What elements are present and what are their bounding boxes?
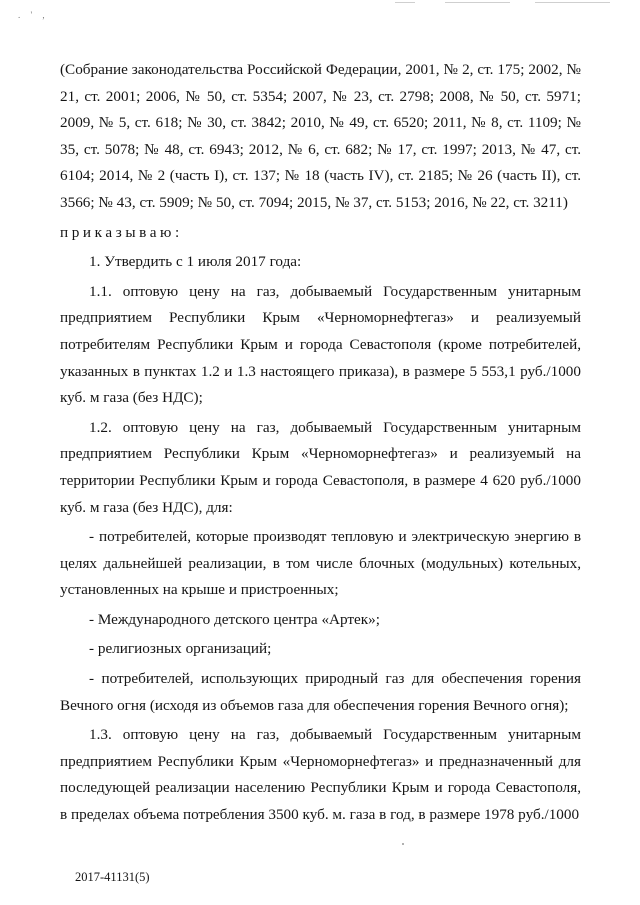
- scan-marks: . ' ,: [18, 10, 49, 20]
- item-1: 1. Утвердить с 1 июля 2017 года:: [89, 253, 302, 271]
- scan-edge-line: [535, 2, 610, 3]
- item-1-3: 1.3. оптовую цену на газ, добываемый Государственным унитарным предприятием Республики Крым «Черноморнефтегаз» и предназначенный для последующей реализации населению Республики Крым и города Севастополя, в пределах объема потребления 3500 куб. м. газа в год, в размере 1978 руб./1000: [60, 726, 581, 824]
- document-body: [60, 57, 581, 829]
- list-item-religious: - религиозных организаций;: [89, 640, 272, 658]
- legal-citation: (Собрание законодательства Российской Федерации, 2001, № 2, ст. 175; 2002, № 21, ст. 2001; 2006, № 50, ст. 5354; 2007, № 23, ст. 2798; 2008, № 50, ст. 5971; 2009, № 5, ст. 618; № 30, ст. 3842; 2010, № 49, ст. 6520; 2011, № 8, ст. 1109; № 35, ст. 5078; № 48, ст. 6943; 2012, № 6, ст. 682; № 17, ст. 1997; 2013, № 47, ст. 6104; 2014, № 2 (часть I), ст. 137; № 18 (часть IV), ст. 2185; № 26 (часть II), ст. 3566; № 43, ст. 5909; № 50, ст. 7094; 2015, № 37, ст. 5153; 2016, № 22, ст. 3211): [60, 61, 581, 211]
- list-item-heat-power: - потребителей, которые производят тепловую и электрическую энергию в целях дальнейшей реализации, в том числе блочных (модульных) котельных, установленных на крыше и пристроенных;: [60, 528, 581, 599]
- document-code: 2017-41131(5): [75, 870, 150, 884]
- scan-speck: [402, 843, 404, 845]
- list-item-eternal-flame: - потребителей, использующих природный газ для обеспечения горения Вечного огня (исходя из объемов газа для обеспечения горения Вечного огня);: [60, 670, 581, 714]
- order-word: приказываю:: [60, 223, 183, 241]
- list-item-artek: - Международного детского центра «Артек»;: [89, 610, 380, 628]
- scan-edge-line: [395, 2, 415, 3]
- item-1-2: 1.2. оптовую цену на газ, добываемый Государственным унитарным предприятием Республики Крым «Черноморнефтегаз» и реализуемый на территории Республики Крым и города Севастополя, в размере 4 620 руб./1000 куб. м газа (без НДС), для:: [60, 418, 581, 516]
- item-1-1: 1.1. оптовую цену на газ, добываемый Государственным унитарным предприятием Республики Крым «Черноморнефтегаз» и реализуемый потребителям Республики Крым и города Севастополя (кроме потребителей, указанных в пунктах 1.2 и 1.3 настоящего приказа), в размере 5 553,1 руб./1000 куб. м газа (без НДС);: [60, 282, 581, 407]
- scan-edge-line: [445, 2, 510, 3]
